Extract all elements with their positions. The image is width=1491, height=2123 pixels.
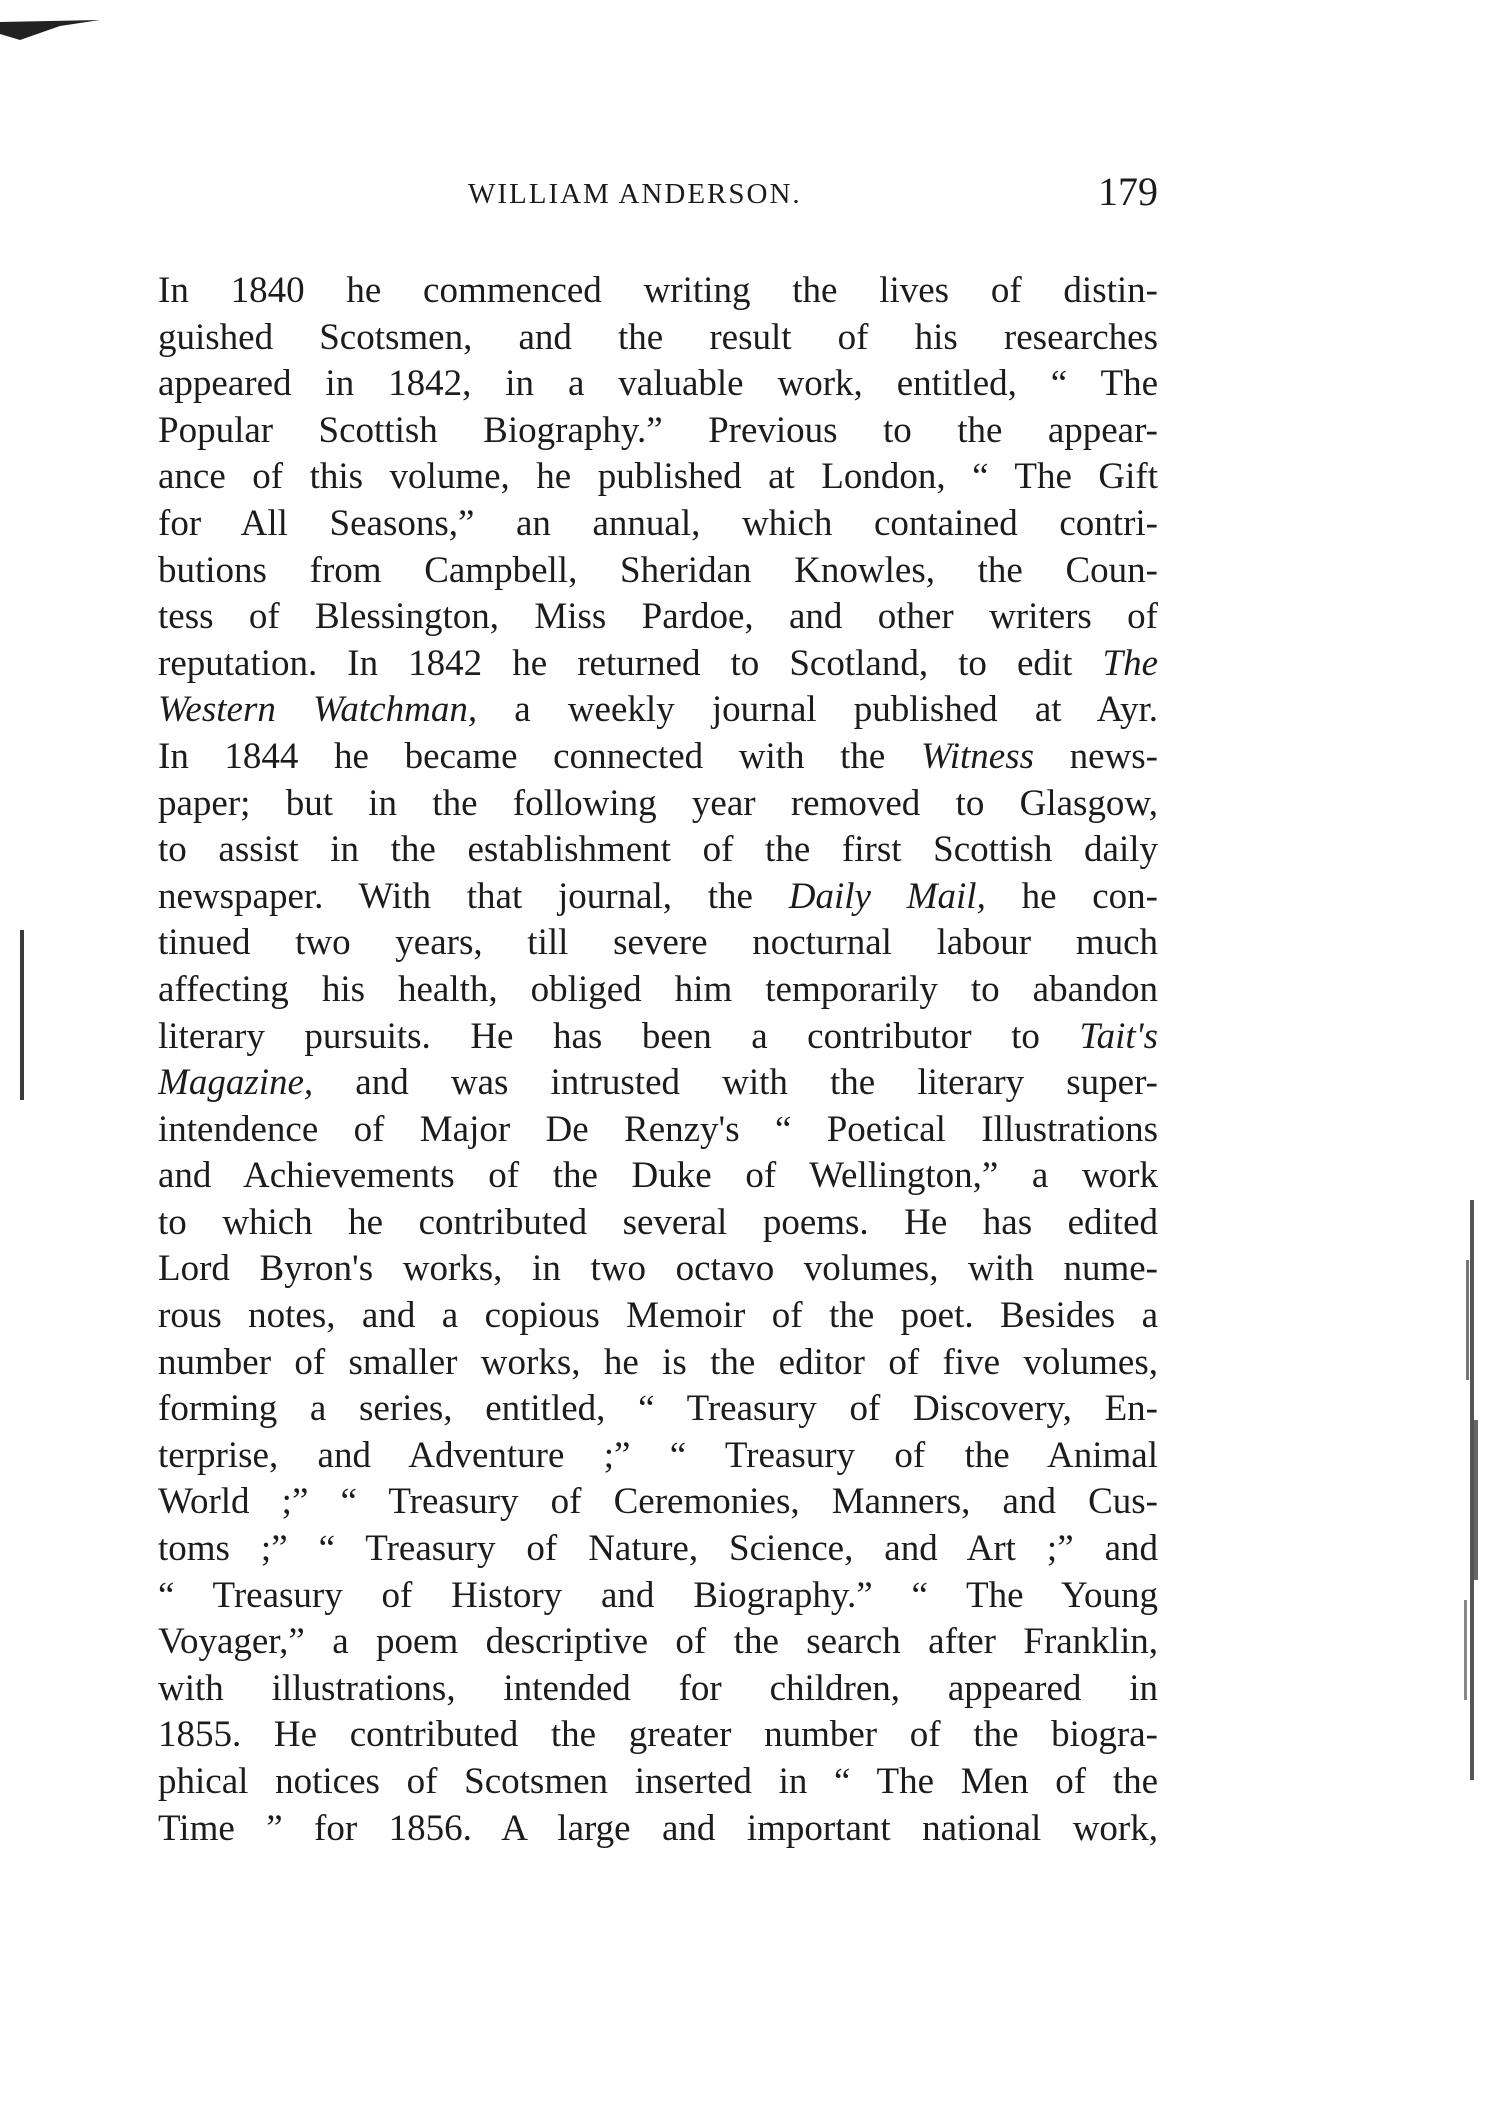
text-line: rous notes, and a copious Memoir of the poet. Besides a: [158, 1295, 1158, 1337]
running-head: [158, 168, 1158, 228]
text-line: “ Treasury of History and Biography.” “ The Young: [158, 1574, 1158, 1616]
text-line: affecting his health, obliged him temporarily to abandon: [158, 968, 1158, 1010]
text-line: phical notices of Scotsmen inserted in “ The Men of the: [158, 1761, 1158, 1802]
text-line: to which he contributed several poems. He has edited: [158, 1201, 1158, 1243]
text-line: forming a series, entitled, “ Treasury of Discovery, En-: [158, 1388, 1158, 1430]
text-line: toms ;” “ Treasury of Nature, Science, and Art ;” and: [158, 1528, 1158, 1570]
scan-mark-right-edge: [1452, 1200, 1491, 1780]
body-text: [158, 268, 1158, 1852]
page-number: 179: [1098, 169, 1158, 214]
scan-mark-left-edge: [20, 930, 24, 1100]
text-line: Time ” for 1856. A large and important national work,: [158, 1807, 1158, 1849]
text-line: tinued two years, till severe nocturnal labour much: [158, 922, 1158, 964]
text-line: Magazine, and was intrusted with the literary super-: [158, 1062, 1158, 1104]
text-line: appeared in 1842, in a valuable work, entitled, “ The: [158, 363, 1158, 405]
text-line: In 1840 he commenced writing the lives of distin-: [158, 270, 1158, 311]
text-line: Western Watchman, a weekly journal published at Ayr.: [158, 689, 1158, 731]
text-line: World ;” “ Treasury of Ceremonies, Manners, and Cus-: [158, 1481, 1158, 1523]
text-line: terprise, and Adventure ;” “ Treasury of the Animal: [158, 1434, 1158, 1476]
text-line: number of smaller works, he is the editor of five volumes,: [158, 1341, 1158, 1383]
text-line: intendence of Major De Renzy's “ Poetical Illustrations: [158, 1108, 1158, 1150]
text-line: for All Seasons,” an annual, which contained contri-: [158, 502, 1158, 544]
text-line: In 1844 he became connected with the Witness news-: [158, 735, 1158, 777]
running-title: WILLIAM ANDERSON.: [468, 178, 802, 210]
text-line: literary pursuits. He has been a contributor to Tait's: [158, 1015, 1158, 1057]
text-line: Voyager,” a poem descriptive of the search after Franklin,: [158, 1621, 1158, 1663]
text-line: ance of this volume, he published at London, “ The Gift: [158, 456, 1158, 498]
text-line: to assist in the establishment of the first Scottish daily: [158, 829, 1158, 871]
text-line: butions from Campbell, Sheridan Knowles, the Coun-: [158, 549, 1158, 591]
text-line: tess of Blessington, Miss Pardoe, and other writers of: [158, 596, 1158, 638]
text-line: Popular Scottish Biography.” Previous to the appear-: [158, 409, 1158, 451]
text-line: newspaper. With that journal, the Daily Mail, he con-: [158, 875, 1158, 917]
text-line: 1855. He contributed the greater number of the biogra-: [158, 1714, 1158, 1756]
text-line: with illustrations, intended for children, appeared in: [158, 1667, 1158, 1709]
scan-mark-top-left: [0, 18, 100, 40]
text-line: Lord Byron's works, in two octavo volumes, with nume-: [158, 1248, 1158, 1290]
text-line: guished Scotsmen, and the result of his researches: [158, 316, 1158, 358]
text-line: paper; but in the following year removed to Glasgow,: [158, 782, 1158, 824]
text-line: reputation. In 1842 he returned to Scotland, to edit The: [158, 642, 1158, 684]
text-line: and Achievements of the Duke of Wellington,” a work: [158, 1155, 1158, 1197]
